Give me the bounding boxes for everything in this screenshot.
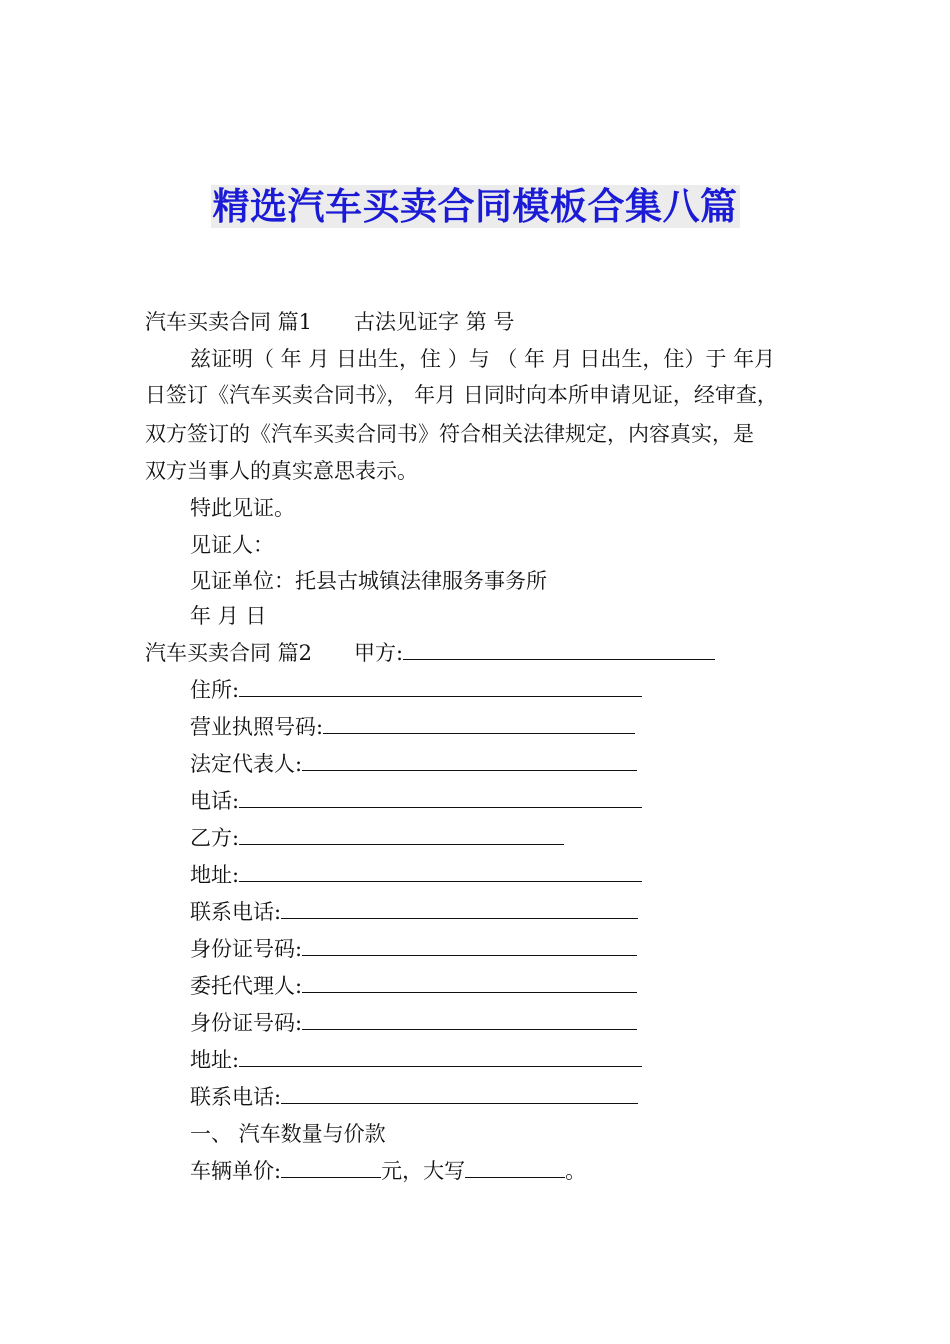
field-label: 身份证号码: [190,937,303,961]
field-label: 委托代理人: [190,974,303,998]
field-blank[interactable] [239,860,642,882]
section2-header [145,638,715,668]
para-line-4: 双方当事人的真实意思表示。 [145,459,418,483]
section1-reference: 古法见证字 第 号 [354,310,515,334]
document-title: 精选汽车买卖合同模板合集八篇 [212,185,738,228]
field-label: 联系电话: [190,1085,282,1109]
price-end: 。 [565,1159,587,1183]
clause1-heading: 一、 汽车数量与价款 [190,1122,386,1146]
field-legal-rep [190,749,637,779]
field-blank[interactable] [281,897,638,919]
price-unit: 元，大写 [381,1159,466,1183]
field-label: 身份证号码: [190,1011,303,1035]
field-label: 地址: [190,863,240,887]
field-label: 住所: [190,678,240,702]
field-blank[interactable] [302,749,637,771]
field-blank[interactable] [323,712,635,734]
witness-date: 年 月 日 [190,604,267,628]
field-agent [190,971,637,1001]
witness-label: 见证人： [190,533,274,557]
para-line-2: 日签订《汽车买卖合同书》， 年月 日同时向本所申请见证，经审查， [145,383,778,407]
field-blank[interactable] [281,1082,638,1104]
field-addr2 [190,860,642,890]
witness-note: 特此见证。 [190,496,295,520]
section2-heading: 汽车买卖合同 篇2 [145,641,313,665]
field-label: 营业执照号码: [190,715,324,739]
field-label: 联系电话: [190,900,282,924]
field-blank[interactable] [239,786,642,808]
party-a-label: 甲方: [354,641,404,665]
field-contact-phone [190,897,638,927]
field-blank[interactable] [239,823,564,845]
field-label: 地址: [190,1048,240,1072]
price-label: 车辆单价: [190,1159,282,1183]
field-id-no-2 [190,1008,637,1038]
para-line-1: 兹证明（ 年 月 日出生，住 ）与 （ 年 月 日出生，住）于 年月 [190,347,776,371]
party-a-blank[interactable] [403,638,715,660]
price-blank[interactable] [281,1156,381,1178]
field-label: 法定代表人: [190,752,303,776]
field-blank[interactable] [302,934,637,956]
field-address [190,675,642,705]
field-blank[interactable] [302,1008,637,1030]
field-id-no [190,934,637,964]
field-phone [190,786,642,816]
price-line [190,1156,586,1186]
witness-unit: 见证单位：托县古城镇法律服务事务所 [190,569,547,593]
field-blank[interactable] [239,675,642,697]
field-contact-phone-2 [190,1082,638,1112]
field-addr3 [190,1045,642,1075]
section1-header [145,307,514,337]
field-label: 电话: [190,789,240,813]
field-blank[interactable] [302,971,637,993]
section1-heading: 汽车买卖合同 篇1 [145,310,313,334]
field-license [190,712,635,742]
field-party-b [190,823,564,853]
field-label: 乙方: [190,826,240,850]
price-words-blank[interactable] [465,1156,565,1178]
para-line-3: 双方签订的《汽车买卖合同书》符合相关法律规定，内容真实，是 [145,422,754,446]
field-blank[interactable] [239,1045,642,1067]
